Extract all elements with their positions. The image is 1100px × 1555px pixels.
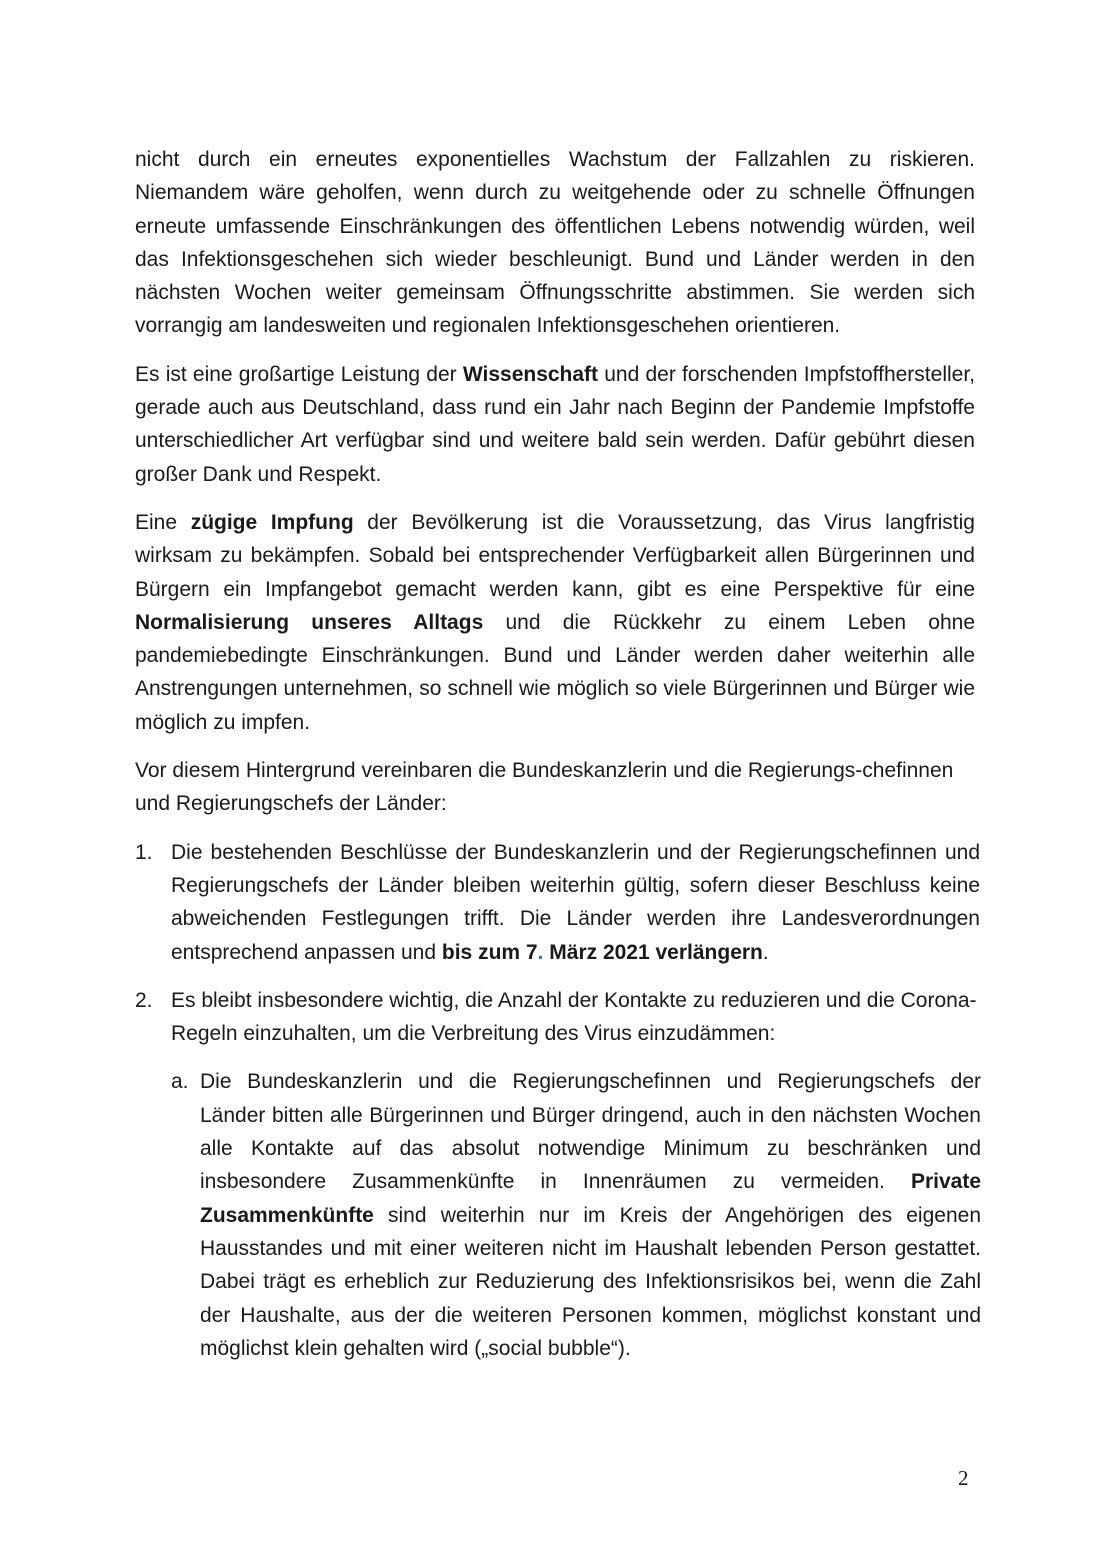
page-number: 2 bbox=[958, 1466, 969, 1490]
sub-list-item-a-bold-private: Private Zusammenkünfte bbox=[200, 1170, 981, 1227]
list-item-1-number: 1. bbox=[135, 840, 153, 864]
paragraph-3-bold-normalisierung: Normalisierung unseres Alltags bbox=[135, 610, 484, 634]
paragraph-2-text-c: und der forschenden Impfstoffhersteller, gerade auch aus Deutschland, dass rund ein Jahr nach Beginn der Pandemie Impfstoffe unterschiedlicher Art verfügbar sind und weitere bald sein werden. Dafür gebührt diesen großer Dank und Respekt. bbox=[135, 362, 975, 486]
list-item-1-bold-date-a: bis zum 7 bbox=[441, 940, 538, 964]
paragraph-3-text-c: der Bevölkerung ist die Voraussetzung, das Virus langfristig wirksam zu bekämpfen. Sobald bei entsprechender Verfügbarkeit allen Bürgerinnen und Bürgern ein Impfangebot gemacht werden kann, gibt es eine Perspektive für eine bbox=[135, 510, 975, 601]
list-item-1-text-a: Die bestehenden Beschlüsse der Bundeskanzlerin und der Regierungschefinnen und Regierungschefs der Länder bleiben weiterhin gültig, sofern dieser Beschluss keine abweichenden Festlegungen trifft. Die Länder werden ihre Landesverordnungen entsprechend anpassen und bbox=[171, 840, 980, 964]
sub-list-item-a-text bbox=[200, 1065, 981, 1365]
list-item-1-text bbox=[171, 836, 980, 969]
list-item-1-text-d: . bbox=[762, 940, 769, 964]
sub-list-item-a-text-c: sind weiterhin nur im Kreis der Angehörigen des eigenen Hausstandes und mit einer weiteren nicht im Haushalt lebenden Person gestattet. Dabei trägt es erheblich zur Reduzierung des Infektionsrisikos bei, wenn die Zahl der Haushalte, aus der die weiteren Personen kommen, möglichst konstant und möglichst klein gehalten wird („social bubble“). bbox=[200, 1203, 981, 1360]
list-item-2 bbox=[135, 984, 980, 1051]
paragraph-3-text-a: Eine bbox=[135, 510, 191, 534]
paragraph-3 bbox=[135, 506, 975, 739]
list-item-1-dot: . bbox=[537, 940, 544, 964]
paragraph-4: Vor diesem Hintergrund vereinbaren die Bundeskanzlerin und die Regierungs-chefinnen und Regierungschefs der Länder: bbox=[135, 759, 954, 816]
paragraph-2 bbox=[135, 358, 975, 491]
list-item-1-bold-date-b: März 2021 verlängern bbox=[543, 940, 763, 964]
paragraph-3-bold-impfung: zügige Impfung bbox=[190, 510, 354, 534]
list-item-2-number: 2. bbox=[135, 988, 153, 1012]
sub-list-item-a-letter: a. bbox=[171, 1070, 189, 1094]
paragraph-3-text-e: und die Rückkehr zu einem Leben ohne pandemiebedingte Einschränkungen. Bund und Länder werden daher weiterhin alle Anstrengungen unternehmen, so schnell wie möglich so viele Bürgerinnen und Bürger wie möglich zu impfen. bbox=[135, 610, 975, 734]
document-body bbox=[135, 143, 981, 1365]
paragraph-2-bold-wissenschaft: Wissenschaft bbox=[462, 362, 599, 386]
paragraph-2-text-a: Es ist eine großartige Leistung der bbox=[135, 362, 463, 386]
list-item-1 bbox=[135, 836, 980, 969]
sub-list-item-a bbox=[171, 1065, 981, 1365]
paragraph-1: nicht durch ein erneutes exponentielles Wachstum der Fallzahlen zu riskieren. Niemandem wäre geholfen, wenn durch zu weitgehende oder zu schnelle Öffnungen erneute umfassende Einschränkungen des öffentlichen Lebens notwendig würden, weil das Infektionsgeschehen sich wieder beschleunigt. Bund und Länder werden in den nächsten Wochen weiter gemeinsam Öffnungsschritte abstimmen. Sie werden sich vorrangig am landesweiten und regionalen Infektionsgeschehen orientieren. bbox=[135, 148, 975, 338]
sub-list-item-a-text-a: Die Bundeskanzlerin und die Regierungschefinnen und Regierungschefs der Länder bitten alle Bürgerinnen und Bürger dringend, auch in den nächsten Wochen alle Kontakte auf das absolut notwendige Minimum zu beschränken und insbesondere Zusammenkünfte in Innenräumen zu vermeiden. bbox=[200, 1070, 981, 1194]
list-item-2-text: Es bleibt insbesondere wichtig, die Anzahl der Kontakte zu reduzieren und die Corona-Regeln einzuhalten, um die Verbreitung des Virus einzudämmen: bbox=[171, 988, 977, 1046]
